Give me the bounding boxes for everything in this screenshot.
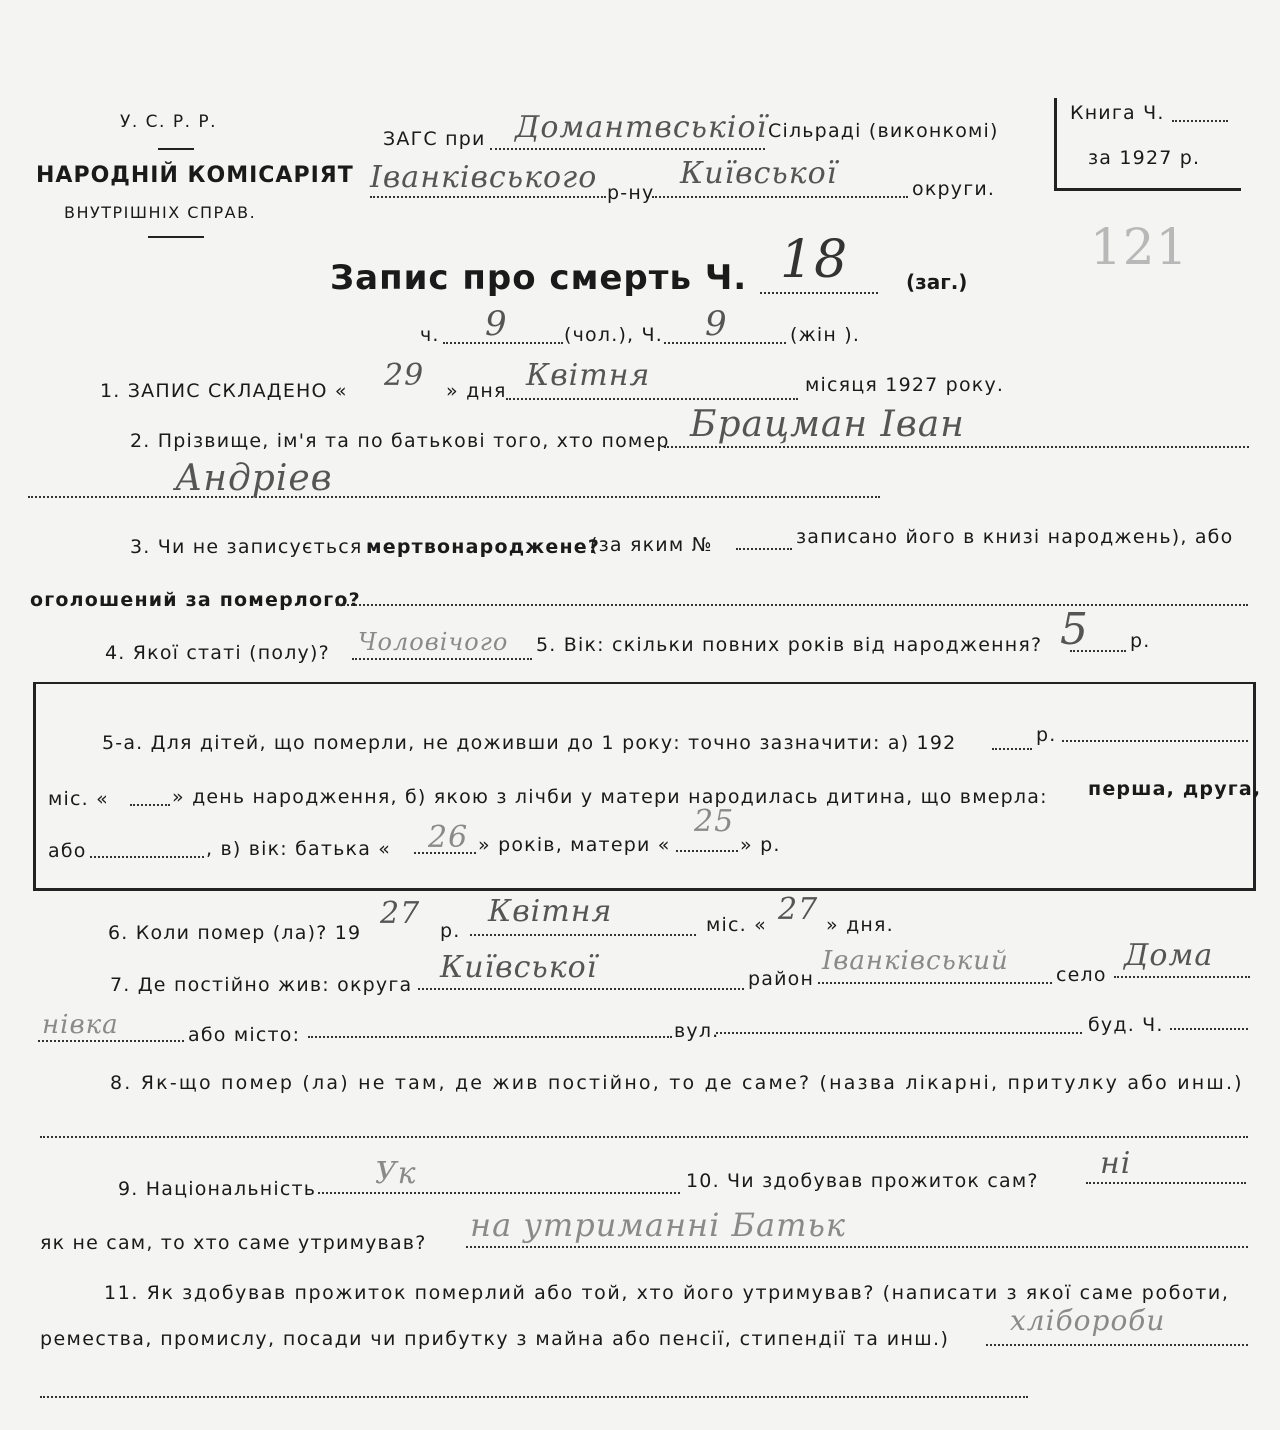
house-line: [1170, 1028, 1248, 1030]
female-count: 9: [705, 304, 728, 344]
supported-line: [466, 1246, 1248, 1248]
age-value: 5: [1060, 604, 1089, 655]
item9-label: 9. Національність: [118, 1178, 317, 1200]
birth-order-options: перша, друга,: [1088, 778, 1262, 800]
selo-value-b: нівка: [42, 1010, 119, 1040]
okruha-handwritten: Київської: [680, 156, 838, 191]
book-year: за 1927 р.: [1088, 147, 1201, 169]
residence-okruha: Київської: [440, 950, 598, 985]
mother-age-line: [676, 850, 738, 852]
item3-tail: записано його в книзі народжень), або: [796, 526, 1234, 548]
item5a-line3d: » р.: [740, 834, 781, 856]
item5a-line1-end: р.: [1036, 724, 1057, 746]
item1-tail: місяця 1927 року.: [805, 374, 1005, 396]
nationality-line: [318, 1192, 680, 1194]
name-line: [664, 446, 1249, 448]
title-suffix: (заг.): [906, 270, 968, 294]
age-unit: р.: [1130, 630, 1151, 652]
item1-mid: » дня: [446, 380, 507, 402]
sex-value: Чоловічого: [358, 628, 509, 656]
book-line: [1172, 120, 1228, 122]
item11-line1: 11. Як здобував прожиток померлий або той, хто його утримував? (написати з якої саме роботи,: [104, 1282, 1230, 1304]
nationality-value: Ук: [375, 1156, 417, 1191]
okruha-label: округи.: [912, 178, 996, 200]
residence-okruha-line: [418, 988, 744, 990]
birth-order-other-line: [90, 856, 204, 858]
item5a-line1: 5-а. Для дітей, що померли, не доживши до 1 року: точно зазначити: а) 192: [102, 732, 957, 754]
month-line: [506, 398, 798, 400]
death-month-line: [470, 934, 696, 936]
item3-label: 3. Чи не записується: [130, 536, 363, 558]
occupation-line: [986, 1344, 1248, 1346]
father-age: 26: [428, 820, 469, 855]
divider: [158, 148, 194, 150]
supported-label: як не сам, то хто саме утримував?: [40, 1232, 427, 1254]
item2-label: 2. Прізвище, ім'я та по батькові того, хто помер: [130, 430, 670, 452]
self-support-value: ні: [1100, 1146, 1132, 1181]
declared-dead-line: [336, 604, 1248, 606]
item5-label: 5. Вік: скільки повних років від народження?: [536, 634, 1043, 656]
item1-label: 1. ЗАПИС СКЛАДЕНО «: [100, 380, 348, 402]
item5a-line3a: або: [48, 840, 87, 862]
village-line: [490, 148, 765, 150]
book-label: Книга Ч.: [1070, 102, 1165, 124]
raion-value: Іванківський: [822, 946, 1009, 976]
vul-label: вул.: [674, 1020, 720, 1042]
selo-cont-line: [38, 1040, 184, 1042]
record-day: 29: [384, 358, 425, 393]
death-month: Квітня: [488, 894, 613, 929]
male-label: (чол.), Ч.: [564, 324, 664, 346]
page-title: Запис про смерть Ч.: [330, 258, 748, 298]
male-count: 9: [485, 304, 508, 344]
commissariat-title: НАРОДНІЙ КОМІСАРІЯТ: [36, 163, 354, 188]
raion-label: район: [748, 968, 815, 990]
declared-dead-label: оголошений за померлого?: [30, 589, 361, 611]
title-number-line: [760, 292, 878, 294]
infant-month-line: [130, 804, 170, 806]
street-line: [716, 1032, 1082, 1034]
supported-value: на утриманні Батьк: [470, 1206, 846, 1244]
subtitle-ch: ч.: [420, 324, 440, 346]
misto-label: або місто:: [188, 1024, 301, 1046]
female-label: (жін ).: [790, 324, 861, 346]
item6-label: 6. Коли помер (ла)? 19: [108, 922, 362, 944]
birth-number-line: [736, 548, 792, 550]
patronymic-line: [28, 496, 880, 498]
deceased-patronymic: Андріев: [175, 458, 333, 499]
death-year: 27: [380, 896, 421, 931]
sex-line: [352, 658, 532, 660]
item5a-line3c: » років, матери «: [478, 834, 671, 856]
city-line: [308, 1036, 672, 1038]
item11-extra-line: [40, 1396, 1028, 1398]
zags-prefix: ЗАГС при: [383, 128, 486, 150]
item5a-line2a: міс. «: [48, 788, 109, 810]
record-number: 18: [780, 230, 849, 290]
item3-mid: (за яким №: [590, 534, 713, 556]
item10-label: 10. Чи здобував прожиток сам?: [686, 1170, 1039, 1192]
record-month: Квітня: [526, 358, 651, 393]
okruha-line: [652, 196, 908, 198]
item6-r: р.: [440, 920, 461, 942]
item8-line: [40, 1136, 1248, 1138]
item7-label: 7. Де постійно жив: округа: [110, 974, 413, 996]
deceased-name: Брацман Іван: [690, 404, 965, 445]
item6-dnya: » дня.: [826, 914, 894, 936]
district-line: [370, 196, 606, 198]
mother-age: 25: [694, 804, 735, 839]
item6-mis: міс. «: [706, 914, 767, 936]
department-label: ВНУТРІШНІХ СПРАВ.: [64, 203, 257, 222]
infant-date-line: [1062, 740, 1248, 742]
village-handwritten: Домантвськіої: [515, 110, 768, 145]
item11-line2: ремества, промислу, посади чи прибутку з майна або пенсії, стипендії та инш.): [40, 1328, 950, 1350]
item8-label: 8. Як-що помер (ла) не там, де жив постійно, то де саме? (назва лікарні, притулку або инш.): [110, 1072, 1244, 1094]
selo-line: [1114, 976, 1250, 978]
self-support-line: [1086, 1182, 1246, 1184]
death-day: 27: [778, 892, 819, 927]
selo-label: село: [1056, 964, 1107, 986]
occupation-value: хлібороби: [1010, 1304, 1166, 1337]
raion-line: [818, 982, 1052, 984]
district-label: р-ну: [607, 182, 655, 204]
item5a-line3b: , в) вік: батька «: [206, 838, 392, 860]
infant-year-line: [992, 748, 1032, 750]
stillborn-label: мертвонароджене?: [366, 536, 601, 558]
bud-label: буд. Ч.: [1088, 1014, 1164, 1036]
divider: [148, 236, 204, 238]
item5a-line2b: » день народження, б) якою з лічби у матери народилась дитина, що вмерла:: [172, 786, 1048, 808]
item4-label: 4. Якої статі (полу)?: [105, 642, 330, 664]
usrr-label: У. С. Р. Р.: [120, 112, 218, 132]
selo-value-a: Дома: [1124, 938, 1214, 973]
stamp-number: 121: [1090, 218, 1189, 276]
district-handwritten: Іванківського: [370, 160, 598, 195]
zags-suffix: Сільраді (виконкомі): [768, 120, 999, 142]
